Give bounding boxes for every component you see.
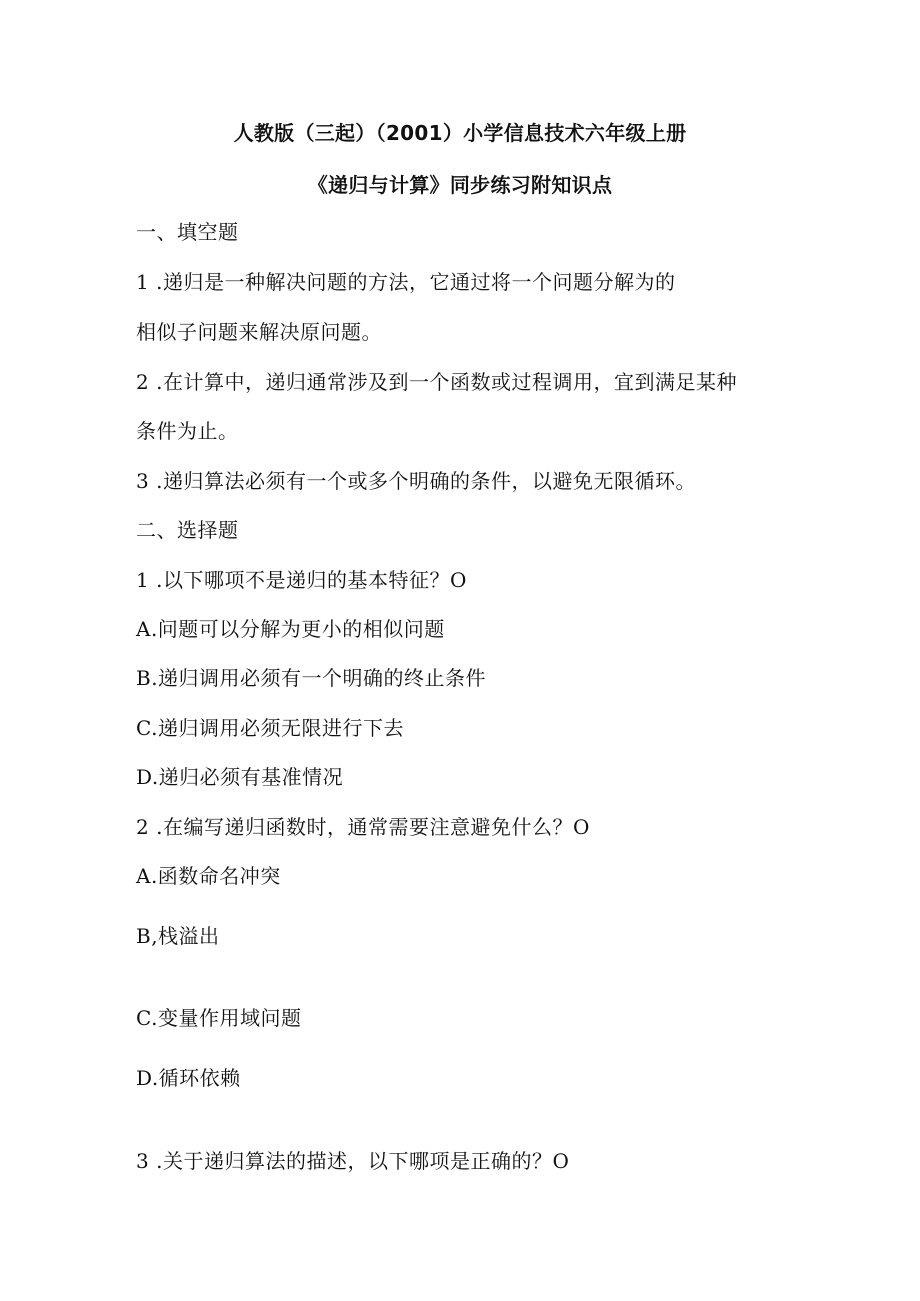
fill-blank-q1-line2: 相似子问题来解决原问题。 bbox=[136, 320, 382, 344]
choice-q3: 3 .关于递归算法的描述，以下哪项是正确的？O bbox=[136, 1149, 570, 1173]
choice-q1-option-a: A.问题可以分解为更小的相似问题 bbox=[136, 617, 445, 641]
choice-q2-option-b: B,栈溢出 bbox=[136, 924, 220, 948]
choice-q1-option-b: B.递归调用必须有一个明确的终止条件 bbox=[136, 666, 487, 690]
doc-title-line1: 人教版（三起）（2001）小学信息技术六年级上册 bbox=[233, 121, 687, 145]
doc-title-line2: 《递归与计算》同步练习附知识点 bbox=[307, 173, 613, 197]
choice-q2: 2 .在编写递归函数时，通常需要注意避免什么？O bbox=[136, 815, 590, 839]
choice-q1-option-d: D.递归必须有基准情况 bbox=[136, 765, 344, 789]
choice-q1-option-c: C.递归调用必须无限进行下去 bbox=[136, 716, 404, 740]
choice-q2-option-a: A.函数命名冲突 bbox=[136, 864, 281, 888]
fill-blank-q2-line1: 2 .在计算中，递归通常涉及到一个函数或过程调用，宜到满足某种 bbox=[136, 370, 737, 394]
choice-q2-option-c: C.变量作用域问题 bbox=[136, 1006, 302, 1030]
section-heading-fill-blank: 一、填空题 bbox=[136, 220, 239, 244]
choice-q1: 1 .以下哪项不是递归的基本特征？O bbox=[136, 568, 467, 592]
fill-blank-q2-line2: 条件为止。 bbox=[136, 419, 239, 443]
fill-blank-q3: 3 .递归算法必须有一个或多个明确的条件，以避免无限循环。 bbox=[136, 469, 696, 493]
choice-q2-option-d: D.循环依赖 bbox=[136, 1066, 241, 1090]
section-heading-choice: 二、选择题 bbox=[136, 518, 239, 542]
fill-blank-q1-line1: 1 .递归是一种解决问题的方法，它通过将一个问题分解为的 bbox=[136, 270, 676, 294]
